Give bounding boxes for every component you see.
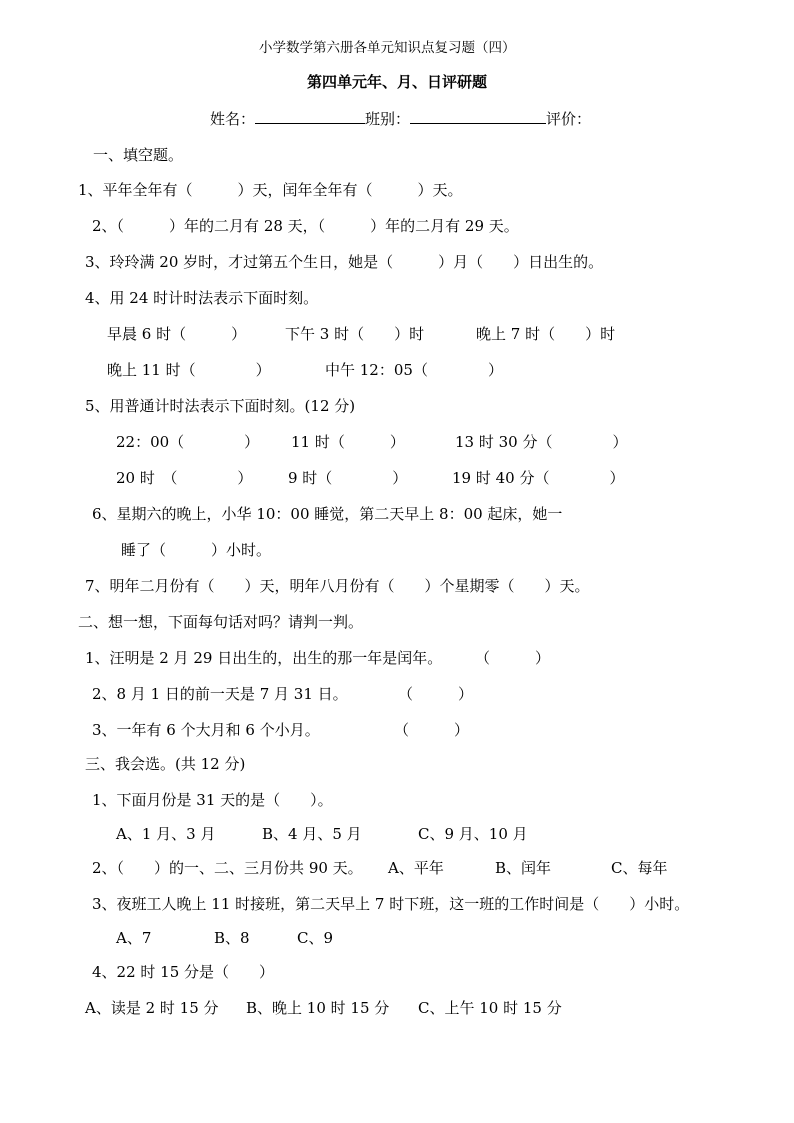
q2-3-answer: （ ） xyxy=(394,721,470,739)
q1-5-item: 13 时 30 分（ ） xyxy=(455,433,628,451)
q1-4-item: 晚上 11 时（ ） xyxy=(107,361,271,379)
q3-3-option: B、8 xyxy=(214,929,250,947)
q2-2-answer: （ ） xyxy=(398,685,474,703)
q2-2: 2、8 月 1 日的前一天是 7 月 31 日。 xyxy=(92,685,348,703)
q1-4-item: 下午 3 时（ ）时 xyxy=(285,325,425,343)
q1-1: 1、平年全年有（ ）天，闰年全年有（ ）天。 xyxy=(78,181,463,199)
q3-3-option: C、9 xyxy=(297,929,334,947)
q3-4-option: B、晚上 10 时 15 分 xyxy=(246,999,390,1017)
q1-5-item: 19 时 40 分（ ） xyxy=(452,469,625,487)
q3-1-option: B、4 月、5 月 xyxy=(262,825,362,843)
section3-heading: 三、我会选。(共 12 分) xyxy=(85,755,246,773)
name-field[interactable] xyxy=(255,109,365,124)
q2-3: 3、一年有 6 个大月和 6 个小月。 xyxy=(92,721,320,739)
q1-5-item: 11 时（ ） xyxy=(291,433,405,451)
section2-heading: 二、想一想，下面每句话对吗？请判一判。 xyxy=(78,613,364,631)
q3-2-option: A、平年 xyxy=(388,859,444,877)
section1-heading: 一、填空题。 xyxy=(93,146,184,164)
q1-5: 5、用普通计时法表示下面时刻。(12 分) xyxy=(85,397,356,415)
q3-1-option: C、9 月、10 月 xyxy=(418,825,528,843)
q1-7: 7、明年二月份有（ ）天，明年八月份有（ ）个星期零（ ）天。 xyxy=(85,577,590,595)
q1-4-item: 晚上 7 时（ ）时 xyxy=(476,325,616,343)
q2-1-answer: （ ） xyxy=(475,649,551,667)
q1-5-item: 9 时（ ） xyxy=(288,469,408,487)
q3-2-option: C、每年 xyxy=(611,859,668,877)
q3-2-option: B、闰年 xyxy=(495,859,552,877)
q1-5-item: 22：00（ ） xyxy=(116,433,260,451)
q3-3: 3、夜班工人晚上 11 时接班，第二天早上 7 时下班，这一班的工作时间是（ ）小时。 xyxy=(92,895,690,913)
q1-6-line2: 睡了（ ）小时。 xyxy=(121,541,272,559)
series-title: 小学数学第六册各单元知识点复习题（四） xyxy=(259,40,516,56)
q3-1: 1、下面月份是 31 天的是（ ）。 xyxy=(92,791,333,809)
q3-3-option: A、7 xyxy=(116,929,152,947)
q1-3: 3、玲玲满 20 岁时，才过第五个生日，她是（ ）月（ ）日出生的。 xyxy=(85,253,604,271)
rating-label: 评价： xyxy=(546,110,592,128)
q3-1-option: A、1 月、3 月 xyxy=(116,825,216,843)
q1-4-item: 中午 12：05（ ） xyxy=(325,361,503,379)
name-label: 姓名： xyxy=(210,110,256,128)
student-info-row xyxy=(210,109,591,128)
q1-4-item: 早晨 6 时（ ） xyxy=(107,325,247,343)
unit-title: 第四单元年、月、日评研题 xyxy=(307,73,488,91)
q1-2: 2、（ ）年的二月有 28 天，（ ）年的二月有 29 天。 xyxy=(92,217,519,235)
q3-2: 2、（ ）的一、二、三月份共 90 天。 xyxy=(92,859,363,877)
class-field[interactable] xyxy=(410,109,546,124)
q3-4-option: C、上午 10 时 15 分 xyxy=(418,999,562,1017)
q1-4: 4、用 24 时计时法表示下面时刻。 xyxy=(85,289,319,307)
class-label: 班别： xyxy=(365,110,411,128)
q3-4: 4、22 时 15 分是（ ） xyxy=(92,963,275,981)
q1-6-line1: 6、星期六的晚上，小华 10：00 睡觉，第二天早上 8：00 起床，她一 xyxy=(92,505,563,523)
q2-1: 1、汪明是 2 月 29 日出生的，出生的那一年是闰年。 xyxy=(85,649,443,667)
q3-4-option: A、读是 2 时 15 分 xyxy=(85,999,219,1017)
q1-5-item: 20 时 （ ） xyxy=(116,469,253,487)
